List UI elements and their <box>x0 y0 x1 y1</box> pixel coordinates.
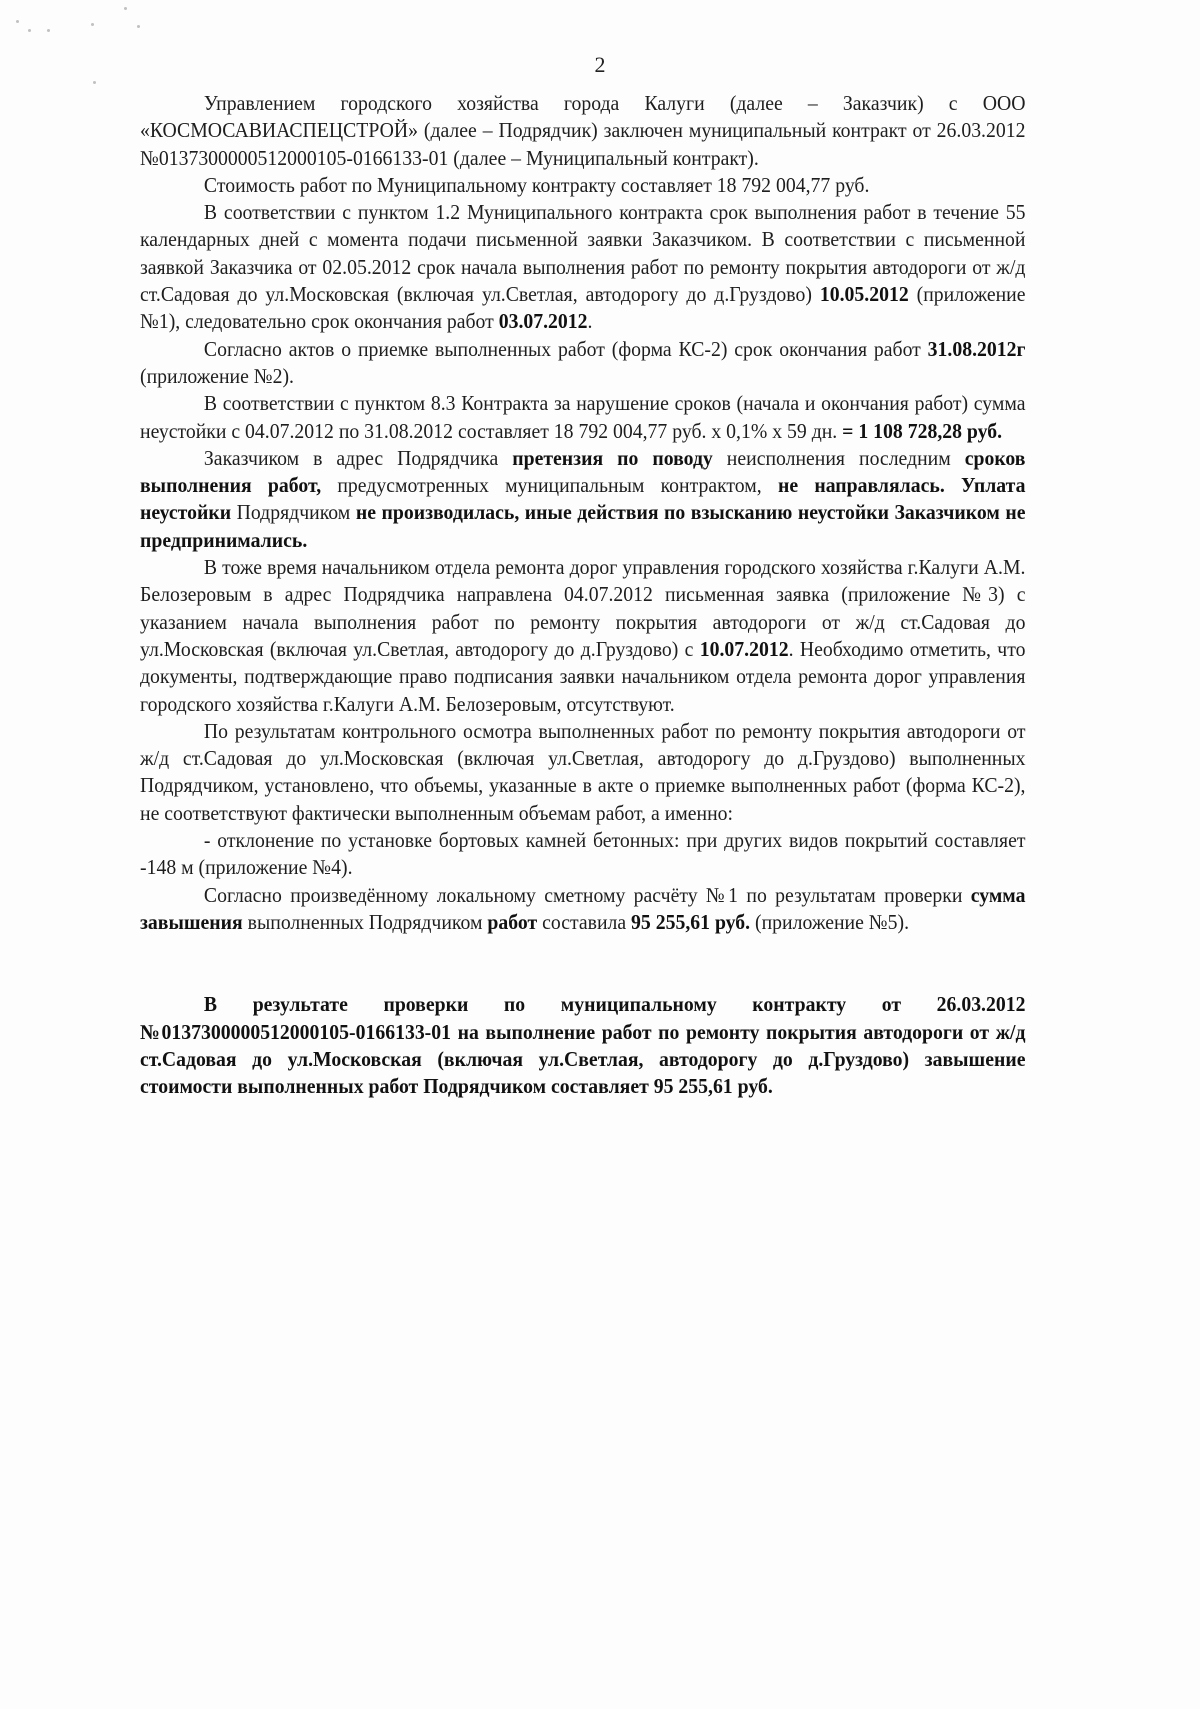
paragraph-text: составила <box>537 909 632 934</box>
paragraph-text: неисполнения последним <box>712 445 965 470</box>
paragraph-text: В соответствии с пунктом 1.2 Муниципального контракта срок выполнения работ в течение 55 календарных дней с момента подачи письменной заявки Заказчиком. В соответствии с письменной заявкой Заказчика от 02.05.2012 срок начала выполнения работ по ремонту покрытия автодороги от ж/д ст.Садовая до ул.Московская (включая ул.Светлая, автодорогу до д.Груздово) <box>140 200 1026 307</box>
emphasized-text: не производилась, иные действия по взысканию неустойки Заказчиком не предпринимались. <box>140 500 1026 552</box>
page-number: 2 <box>594 52 606 77</box>
paragraph-text: выполненных Подрядчиком <box>242 909 488 934</box>
body-paragraph <box>140 172 1025 199</box>
paragraph-text: (приложение №2). <box>140 363 294 388</box>
emphasized-text: 10.05.2012 <box>819 282 909 307</box>
scan-speck <box>124 7 127 10</box>
body-paragraph <box>140 554 1025 718</box>
body-paragraph <box>140 390 1025 445</box>
emphasized-text: работ <box>487 909 538 934</box>
emphasized-text: 95 255,61 руб. <box>631 909 751 934</box>
paragraph-text: . <box>587 309 593 334</box>
body-paragraph <box>140 827 1025 882</box>
scan-speck <box>91 23 94 26</box>
paragraph-text: предусмотренных муниципальным контрактом, <box>321 473 778 498</box>
emphasized-text: не направлялась. Уплата неустойки <box>140 473 1026 525</box>
emphasized-text: 31.08.2012г <box>927 336 1026 361</box>
emphasized-text: 03.07.2012 <box>498 309 588 334</box>
scan-speck <box>47 29 50 32</box>
paragraph-text: . Необходимо отметить, что документы, подтверждающие право подписания заявки начальником отдела ремонта дорог управления городского хозяйства г.Калуги А.М. Белозеровым, отсутствуют. <box>140 636 1026 716</box>
body-paragraph <box>140 336 1025 391</box>
paragraph-text: Подрядчиком <box>231 500 356 525</box>
scan-speck <box>16 20 19 23</box>
body-paragraph <box>140 199 1025 335</box>
paragraph-text: Согласно актов о приемке выполненных работ (форма КС-2) срок окончания работ <box>203 336 928 361</box>
paragraph-text: Управлением городского хозяйства города Калуги (далее – Заказчик) с ООО «КОСМОСАВИАСПЕЦСТРОЙ» (далее – Подрядчик) заключен муниципальный контракт от 26.03.2012 №0137300000512000105-0166133-01 (далее – Муниципальный контракт). <box>140 91 1026 170</box>
paragraph-list <box>140 90 1025 936</box>
conclusion-paragraph: В результате проверки по муниципальному контракту от 26.03.2012 №0137300000512000105-0166133-01 на выполнение работ по ремонту покрытия автодороги от ж/д ст.Садовая до ул.Московская (включая ул.Светлая, автодорогу до д.Груздово) завышение стоимости выполненных работ Подрядчиком составляет 95 255,61 руб. <box>140 992 1026 1099</box>
paragraph-text: В тоже время начальником отдела ремонта дорог управления городского хозяйства г.Калуги А.М. Белозеровым в адрес Подрядчика направлена 04.07.2012 письменная заявка (приложение №3) с указанием начала выполнения работ по ремонту покрытия автодороги от ж/д ст.Садовая до ул.Московская (включая ул.Светлая, автодорогу до д.Груздово) с <box>140 555 1026 661</box>
body-paragraph <box>140 445 1025 554</box>
paragraph-text: В соответствии с пунктом 8.3 Контракта за нарушение сроков (начала и окончания работ) сумма неустойки с 04.07.2012 по 31.08.2012 составляет 18 792 004,77 руб. х 0,1% х 59 дн. <box>140 391 1026 443</box>
emphasized-text: 10.07.2012 <box>699 636 789 661</box>
paragraph-text: Заказчиком в адрес Подрядчика <box>203 445 513 470</box>
emphasized-text: сроков выполнения работ, <box>140 445 1026 498</box>
paragraph-text: (приложение №5). <box>750 909 910 934</box>
scan-speck <box>137 25 140 28</box>
body-paragraph <box>140 90 1025 172</box>
paragraph-text: - отклонение по установке бортовых камней бетонных: при других видов покрытий составляет -148 м (приложение №4). <box>140 828 1026 880</box>
emphasized-text: претензия по поводу <box>512 445 713 470</box>
document-body <box>140 90 1025 1100</box>
paragraph-text: Согласно произведённому локальному сметному расчёту №1 по результатам проверки <box>203 882 971 907</box>
emphasized-text: = 1 108 728,28 руб. <box>842 418 1003 443</box>
scan-speck <box>28 29 31 32</box>
paragraph-text: По результатам контрольного осмотра выполненных работ по ремонту покрытия автодороги от ж/д ст.Садовая до ул.Московская (включая ул.Светлая, автодорогу до д.Груздово) выполненных Подрядчиком, установлено, что объемы, указанные в акте о приемке выполненных работ (форма КС-2), не соответствуют фактически выполненным объемам работ, а именно: <box>140 718 1026 825</box>
body-paragraph <box>140 882 1025 937</box>
emphasized-text: сумма завышения <box>140 882 1026 934</box>
paragraph-text: (приложение №1), следовательно срок окончания работ <box>140 282 1026 334</box>
paragraph-text: Стоимость работ по Муниципальному контракту составляет 18 792 004,77 руб. <box>203 172 870 197</box>
body-paragraph <box>140 718 1025 827</box>
scan-speck <box>93 81 96 84</box>
